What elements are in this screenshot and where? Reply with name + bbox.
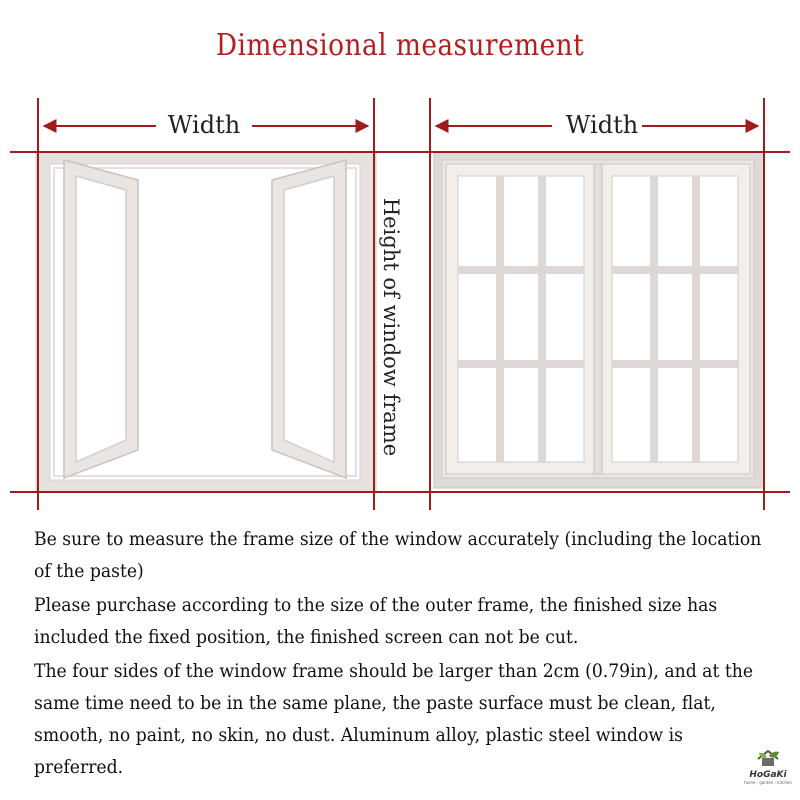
width-label-right: Width — [565, 111, 639, 139]
sliding-pane-right — [600, 164, 750, 474]
height-label-container — [372, 182, 410, 472]
logo-name: HoGaKi — [749, 770, 787, 780]
height-label: Height of window frame — [379, 197, 403, 457]
sliding-pane-left — [446, 164, 596, 474]
casement-window — [36, 152, 376, 492]
logo-tagline: home · garden · kitchen — [744, 780, 792, 785]
width-arrow-left — [44, 111, 368, 139]
page-title: Dimensional measurement — [215, 28, 585, 63]
width-arrow-right — [436, 111, 758, 139]
note-frame-size: Be sure to measure the frame size of the window accurately (including the location of the paste) — [34, 529, 762, 582]
left-open-sash — [64, 160, 138, 478]
note-frame-requirements: The four sides of the window frame should be larger than 2cm (0.79in), and at the same time need to be in the same plane, the paste surface must be clean, flat, smooth, no paint, no skin, no dust. Aluminum alloy, plastic steel window is preferred. — [34, 661, 754, 778]
house-leaf-icon — [755, 748, 781, 768]
brand-logo — [738, 748, 798, 794]
width-label-left: Width — [167, 111, 241, 139]
right-open-sash — [272, 160, 346, 478]
sliding-window — [434, 152, 764, 488]
instruction-notes — [34, 524, 769, 784]
note-purchase-size: Please purchase according to the size of the outer frame, the finished size has included the fixed position, the finished screen can not be cut. — [34, 595, 718, 648]
